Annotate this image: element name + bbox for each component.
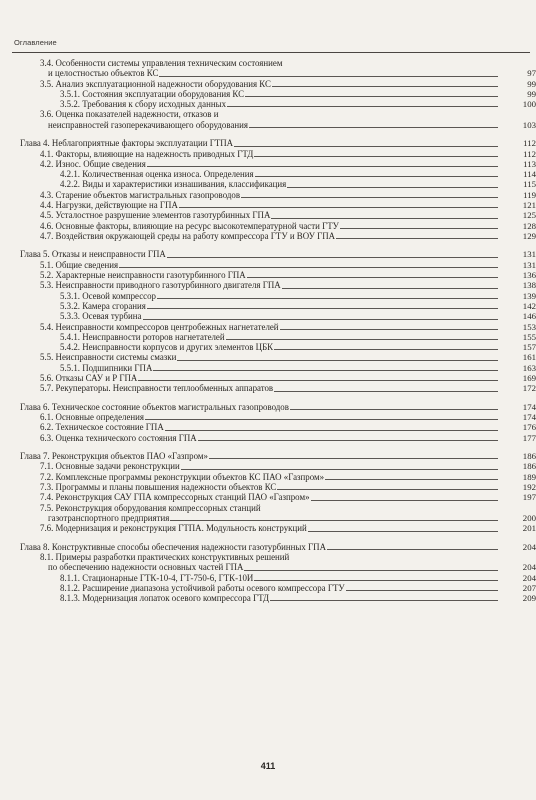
toc-entry-row[interactable] [60,99,536,110]
toc-entry-row[interactable] [40,109,498,119]
toc-entry-title: 7.1. Основные задачи реконструкции [40,461,180,472]
toc-page-number: 131 [522,249,536,260]
toc-entry-row[interactable] [60,311,536,322]
toc-chapter-row[interactable] [20,451,536,462]
toc-page-number: 163 [522,362,536,373]
toc-page-number: 204 [522,541,536,552]
toc-page-number: 121 [522,200,536,211]
chapter-gap [0,534,536,542]
toc-page-number: 114 [523,169,536,180]
toc-entry-title: 4.6. Основные факторы, влияющие на ресурс высокотемпературной части ГТУ [40,220,339,231]
toc-entry-row[interactable] [40,58,498,68]
toc-page-number: 186 [522,461,536,472]
toc-page-number: 172 [522,383,536,394]
toc-chapter-row[interactable] [20,541,536,552]
toc-entry-title: газотранспортного предприятия [48,512,170,523]
toc-entry-title: 6.2. Техническое состояние ГПА [40,422,164,433]
toc-entry-title: 8.1.2. Расширение диапазона устойчивой работы осевого компрессора ГТУ [60,582,345,593]
toc-entry-row[interactable] [60,169,536,180]
toc-chapter-row[interactable] [20,401,536,412]
toc-entry-row[interactable] [40,422,536,433]
toc-entry-title: 4.2.1. Количественная оценка износа. Определения [60,169,254,180]
toc-page-number: 197 [522,492,536,503]
toc-entry-title: Глава 5. Отказы и неисправности ГПА [20,249,166,260]
toc-entry-row[interactable] [60,362,536,373]
toc-entry-title: 6.1. Основные определения [40,412,144,423]
toc-page-number: 192 [522,482,536,493]
toc-entry-row[interactable] [48,119,536,130]
toc-entry-row[interactable] [40,372,536,383]
toc-entry-row[interactable] [60,582,536,593]
toc-entry-title: 5.1. Общие сведения [40,259,119,270]
toc-entry-row[interactable] [40,259,536,270]
toc-page-number: 174 [522,412,536,423]
toc-entry-title: 5.4. Неисправности компрессоров центробежных нагнетателей [40,321,279,332]
toc-entry-row[interactable] [40,270,536,281]
toc-entry-row[interactable] [60,572,536,583]
toc-entry-title: 4.5. Усталостное разрушение элементов газотурбинных ГПА [40,210,271,221]
toc-entry-row[interactable] [40,210,536,221]
toc-entry-row[interactable] [40,189,536,200]
toc-entry-row[interactable] [40,471,536,482]
toc-page-number: 204 [522,562,536,573]
toc-page-number: 112 [523,138,536,149]
toc-entry-title: 5.4.2. Неисправности корпусов и других элементов ЦБК [60,342,274,353]
toc-page-number: 142 [522,300,536,311]
toc-page-number: 112 [523,148,536,159]
toc-entry-row[interactable] [40,230,536,241]
toc-page-number: 176 [522,422,536,433]
toc-entry-title: Глава 8. Конструктивные способы обеспечения надежности газотурбинных ГПА [20,541,326,552]
toc-page-number: 99 [527,78,536,89]
toc-page-number: 209 [522,593,536,604]
toc-page-number: 177 [522,432,536,443]
toc-entry-row[interactable] [40,482,536,493]
toc-page-number: 113 [523,158,536,169]
toc-entry-title: 5.4.1. Неисправности роторов нагнетателей [60,331,225,342]
toc-entry-title: и целостностью объектов КС [48,68,159,79]
toc-entry-title: 5.3. Неисправности приводного газотурбинного двигателя ГПА [40,280,281,291]
toc-entry-title: 4.4. Нагрузки, действующие на ГПА [40,200,178,211]
toc-page-number: 139 [522,290,536,301]
toc-page-number: 200 [522,512,536,523]
toc-entry-title: 8.1.1. Стационарные ГТК-10-4, ГТ-750-6, ГТК-10И [60,572,254,583]
toc-entry-row[interactable] [48,512,536,523]
toc-chapter-row[interactable] [20,138,536,149]
toc-entry-title: неисправностей газоперекачивающего оборудования [48,119,248,130]
toc-page-number: 97 [527,68,536,79]
toc-entry-row[interactable] [40,280,536,291]
toc-entry-row[interactable] [40,78,536,89]
toc-entry-title: 7.2. Комплексные программы реконструкции объектов КС ПАО «Газпром» [40,471,325,482]
toc-entry-row[interactable] [60,331,536,342]
toc-page-number: 161 [522,352,536,363]
toc-entry-row[interactable] [40,200,536,211]
toc-entry-title: 4.2.2. Виды и характеристики изнашивания, классификация [60,179,287,190]
toc-page-number: 146 [522,311,536,322]
toc-entry-title: 5.5.1. Подшипники ГПА [60,362,153,373]
toc-entry-title: 5.3.1. Осевой компрессор [60,290,156,301]
toc-entry-title: 5.2. Характерные неисправности газотурбинного ГПА [40,270,246,281]
toc-entry-row[interactable] [40,492,536,503]
table-of-contents [0,58,536,603]
toc-page-number: 136 [522,270,536,281]
toc-page-number: 169 [522,372,536,383]
toc-entry-title: 3.4. Особенности системы управления техническим состоянием [40,58,283,68]
toc-entry-title: 8.1.3. Модернизация лопаток осевого компрессора ГТД [60,593,270,604]
page-number: 411 [260,761,276,771]
toc-entry-title: Глава 6. Техническое состояние объектов магистральных газопроводов [20,401,289,412]
toc-entry-row[interactable] [40,220,536,231]
toc-chapter-row[interactable] [20,249,536,260]
toc-entry-title: 4.7. Воздействия окружающей среды на работу компрессора ГТУ и ВОУ ГПА [40,230,336,241]
toc-entry-row[interactable] [40,352,536,363]
toc-page-number: 153 [522,321,536,332]
toc-entry-row[interactable] [60,342,536,353]
toc-entry-row[interactable] [60,300,536,311]
toc-page-number: 103 [522,119,536,130]
toc-page-number: 138 [522,280,536,291]
toc-entry-title: 3.6. Оценка показателей надежности, отказов и [40,109,219,120]
toc-page-number: 157 [522,342,536,353]
toc-entry-row[interactable] [40,552,498,562]
chapter-gap [0,394,536,402]
toc-entry-title: 6.3. Оценка технического состояния ГПА [40,432,197,443]
toc-entry-row[interactable] [40,321,536,332]
toc-entry-title: 3.5. Анализ эксплуатационной надежности оборудования КС [40,78,271,89]
toc-entry-title: 5.6. Отказы САУ и Р ГПА [40,372,138,383]
toc-entry-title: 3.5.1. Состояния эксплуатации оборудования КС [60,88,245,99]
toc-entry-title: 4.1. Факторы, влияющие на надежность приводных ГТД [40,148,254,159]
toc-entry-title: 5.7. Рекуператоры. Неисправности теплообменных аппаратов [40,383,274,394]
toc-entry-row[interactable] [40,412,536,423]
toc-page-number: 201 [522,523,536,534]
toc-entry-row[interactable] [40,158,536,169]
toc-page-number: 99 [527,88,536,99]
toc-entry-row[interactable] [60,593,536,604]
toc-entry-title: 5.5. Неисправности системы смазки [40,352,177,363]
chapter-gap [0,443,536,451]
toc-entry-title: 5.3.2. Камера сгорания [60,300,146,311]
toc-entry-row[interactable] [40,461,536,472]
toc-entry-title: Глава 4. Неблагоприятные факторы эксплуатации ГТПА [20,138,234,149]
toc-entry-title: 8.1. Примеры разработки практических конструктивных решений [40,552,290,562]
toc-page-number: 129 [522,230,536,241]
toc-entry-row[interactable] [40,148,536,159]
toc-entry-title: 7.5. Реконструкция оборудования компрессорных станций [40,502,261,513]
toc-entry-row[interactable] [60,179,536,190]
toc-page-number: 189 [522,471,536,482]
toc-entry-row[interactable] [40,432,536,443]
toc-page-number: 115 [523,179,536,190]
toc-entry-title: по обеспечению надежности основных частей ГПА [48,562,244,573]
toc-entry-row[interactable] [40,383,536,394]
toc-entry-row[interactable] [48,562,536,573]
toc-page-number: 204 [522,572,536,583]
toc-entry-row[interactable] [60,290,536,301]
toc-page-number: 174 [522,401,536,412]
running-header: Оглавление [14,38,57,47]
toc-page-number: 125 [522,210,536,221]
toc-entry-title: 7.4. Реконструкция САУ ГПА компрессорных станций ПАО «Газпром» [40,492,310,503]
toc-entry-row[interactable] [60,88,536,99]
toc-page-number: 100 [522,99,536,110]
toc-page-number: 207 [522,582,536,593]
toc-entry-title: 4.2. Износ. Общие сведения [40,158,146,169]
toc-entry-title: 5.3.3. Осевая турбина [60,311,142,322]
toc-entry-title: 7.3. Программы и планы повышения надежности объектов КС [40,482,277,493]
chapter-gap [0,241,536,249]
toc-page-number: 155 [522,331,536,342]
toc-page-number: 128 [522,220,536,231]
toc-entry-row[interactable] [48,68,536,79]
header-rule [12,52,530,53]
toc-page-number: 119 [523,189,536,200]
chapter-gap [0,130,536,138]
toc-entry-title: 7.6. Модернизация и реконструкция ГТПА. Модульность конструкций [40,523,307,534]
toc-entry-row[interactable] [40,523,536,534]
toc-page-number: 131 [522,259,536,270]
toc-entry-title: 3.5.2. Требования к сбору исходных данных [60,99,227,110]
toc-entry-title: Глава 7. Реконструкция объектов ПАО «Газпром» [20,451,208,462]
toc-page-number: 186 [522,451,536,462]
toc-entry-row[interactable] [40,503,498,513]
toc-entry-title: 4.3. Старение объектов магистральных газопроводов [40,189,241,200]
